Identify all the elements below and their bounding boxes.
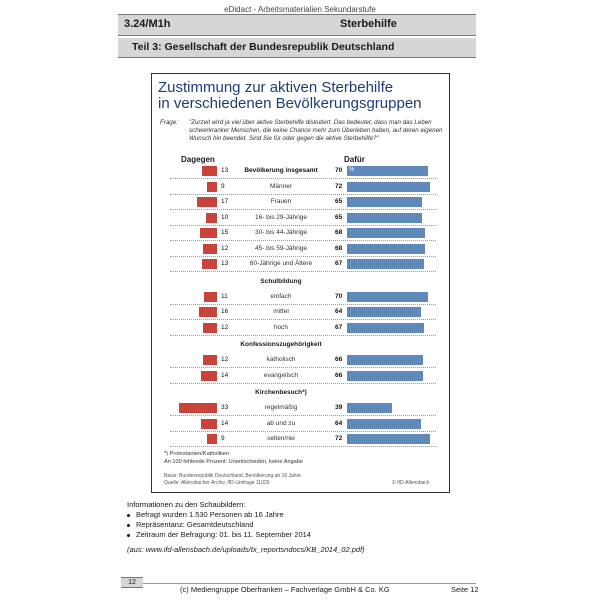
material-code: 3.24/M1h: [124, 18, 171, 30]
row-label: 45- bis 59-Jährige: [254, 244, 308, 252]
dagegen-bar: [200, 228, 217, 238]
dagegen-value: 9: [221, 182, 225, 190]
dafuer-value: 67: [335, 323, 343, 331]
publisher-text: (c) Mediengruppe Oberfranken – Fachverlage GmbH & Co. KG: [180, 585, 390, 594]
row-divider: [170, 446, 436, 447]
info-bullet-text: Repräsentanz: Gesamtdeutschland: [136, 520, 254, 529]
dafuer-header: Dafür: [344, 155, 365, 164]
dagegen-bar: [202, 259, 217, 269]
dafuer-value: 70: [335, 292, 343, 300]
dafuer-value: 64: [335, 308, 343, 315]
dagegen-bar: [203, 244, 217, 254]
row-divider: [170, 431, 436, 432]
dagegen-value: 13: [221, 260, 229, 267]
dafuer-value: 66: [335, 371, 343, 379]
dafuer-value: 68: [335, 229, 343, 236]
dagegen-value: 14: [221, 371, 229, 379]
row-label: ab und zu: [266, 419, 296, 427]
dafuer-value: 67: [335, 260, 343, 267]
bullet-icon: [127, 534, 130, 537]
info-bullet-text: Befragt wurden 1.530 Personen ab 16 Jahre: [136, 510, 284, 519]
dagegen-value: 16: [221, 308, 229, 315]
dagegen-bar: [202, 166, 217, 176]
dafuer-bar: [347, 166, 428, 176]
dagegen-value: 10: [221, 213, 229, 221]
row-label: einfach: [270, 292, 292, 300]
dagegen-value: 11: [221, 292, 228, 300]
chart-credit: © IfD-Allensbach: [392, 480, 430, 486]
row-label: 16- bis 29-Jährige: [254, 213, 308, 221]
row-label: mittel: [273, 308, 289, 315]
dafuer-bar: [347, 197, 422, 207]
row-label: 30- bis 44-Jährige: [254, 229, 308, 236]
dagegen-value: 33: [221, 404, 229, 411]
dafuer-bar: [347, 371, 423, 381]
row-label: hoch: [273, 323, 289, 331]
dafuer-bar: [347, 434, 430, 444]
info-bullet-text: Zeitraum der Befragung: 01. bis 11. September 2014: [136, 530, 311, 539]
dagegen-bar: [199, 307, 217, 317]
footnote-protestants: *) Protestanten/Katholiken: [164, 451, 229, 457]
row-label: Männer: [269, 182, 293, 190]
page-label: Seite 12: [451, 585, 479, 594]
dafuer-bar: [347, 307, 421, 317]
dafuer-value: 64: [335, 419, 343, 427]
dafuer-bar: [347, 228, 425, 238]
dagegen-value: 9: [221, 435, 225, 442]
dagegen-bar: [197, 197, 217, 207]
section-heading: Konfessionszugehörigkeit: [240, 341, 322, 348]
row-divider: [170, 209, 436, 210]
chart-title-line2: in verschiedenen Bevölkerungsgruppen: [158, 95, 422, 112]
dagegen-value: 12: [221, 356, 229, 363]
dafuer-value: 72: [335, 182, 343, 190]
dafuer-value: 70: [335, 167, 343, 174]
row-label: evangelisch: [263, 371, 299, 379]
row-label: 60-Jährige und Ältere: [249, 260, 313, 267]
dafuer-value: 66: [335, 356, 343, 363]
dafuer-bar: [347, 403, 392, 413]
question-text: "Zurzeit wird ja viel über aktive Sterbehilfe diskutiert. Das bedeutet, dass man das Leben schwerkranker Menschen, die keine Chance mehr zum Überleben haben, auf deren eigenen Wunsch hin beendet. Sind Sie für oder gegen die aktive Sterbehilfe?": [189, 119, 443, 142]
dagegen-bar: [206, 213, 218, 223]
row-divider: [170, 178, 436, 179]
row-divider: [170, 367, 436, 368]
row-divider: [170, 319, 436, 320]
row-label: Frauen: [270, 198, 292, 205]
chart-source: Quelle: Allensbacher Archiv, IfD-Umfrage 11029: [164, 480, 270, 486]
dafuer-bar: [347, 259, 424, 269]
row-divider: [170, 304, 436, 305]
row-divider: [170, 271, 436, 272]
dafuer-bar: [347, 323, 424, 333]
row-divider: [170, 256, 436, 257]
row-divider: [170, 383, 436, 384]
dagegen-bar: [201, 371, 217, 381]
row-divider: [170, 194, 436, 195]
dagegen-value: 15: [221, 229, 229, 236]
row-divider: [170, 240, 436, 241]
dagegen-bar: [203, 323, 217, 333]
page-subtitle: Teil 3: Gesellschaft der Bundesrepublik Deutschland: [132, 41, 395, 53]
info-title: Informationen zu den Schaubildern:: [127, 500, 246, 509]
percent-sign: %: [349, 167, 355, 173]
dafuer-value: 39: [335, 404, 343, 411]
dafuer-value: 72: [335, 435, 343, 442]
question-label: Frage:: [160, 119, 178, 126]
dafuer-value: 65: [335, 198, 343, 205]
dagegen-header: Dagegen: [181, 155, 215, 164]
chart-basis: Basis: Bundesrepublik Deutschland, Bevölkerung ab 16 Jahre: [164, 473, 302, 479]
bullet-icon: [127, 524, 130, 527]
dagegen-value: 12: [221, 323, 229, 331]
site-title: eDidact - Arbeitsmaterialien Sekundarstufe: [224, 5, 376, 14]
dafuer-bar: [347, 182, 430, 192]
footer-rule: [121, 583, 476, 584]
footnote-missing: An 100 fehlende Prozent: Unentschieden, keine Angabe: [164, 459, 304, 465]
dafuer-bar: [347, 419, 421, 429]
bullet-icon: [127, 514, 130, 517]
dagegen-bar: [179, 403, 217, 413]
dafuer-bar: [347, 244, 425, 254]
dafuer-value: 65: [335, 213, 343, 221]
dafuer-bar: [347, 355, 423, 365]
dagegen-bar: [207, 182, 217, 192]
page-number-box: 12: [121, 577, 143, 588]
section-heading: Schulbildung: [260, 277, 302, 285]
row-label: Bevölkerung insgesamt: [244, 167, 318, 174]
info-bullet-1: [127, 510, 284, 519]
page-header: [0, 0, 600, 60]
row-divider: [170, 225, 436, 226]
dagegen-bar: [203, 355, 217, 365]
dagegen-value: 12: [221, 244, 229, 252]
dafuer-bar: [347, 213, 422, 223]
page-title: Sterbehilfe: [340, 18, 397, 30]
dagegen-value: 17: [221, 198, 229, 205]
dagegen-value: 14: [221, 419, 229, 427]
dafuer-value: 68: [335, 244, 343, 252]
row-label: selten/nie: [267, 435, 295, 442]
dafuer-bar: [347, 292, 428, 302]
section-heading: Kirchenbesuch*): [255, 389, 307, 396]
dagegen-bar: [201, 419, 217, 429]
row-label: katholisch: [266, 356, 296, 363]
row-label: regelmäßig: [264, 404, 298, 411]
row-divider: [170, 335, 436, 336]
dagegen-bar: [204, 292, 217, 302]
dagegen-bar: [207, 434, 217, 444]
dagegen-value: 13: [221, 167, 229, 174]
info-bullet-2: [127, 520, 254, 529]
header-bar: [118, 14, 476, 36]
source-link[interactable]: (aus: www.ifd-allensbach.de/uploads/tx_reportsndocs/KB_2014_02.pdf): [127, 545, 365, 554]
info-bullet-3: [127, 530, 311, 539]
row-divider: [170, 415, 436, 416]
chart-title-line1: Zustimmung zur aktiven Sterbehilfe: [158, 79, 394, 96]
